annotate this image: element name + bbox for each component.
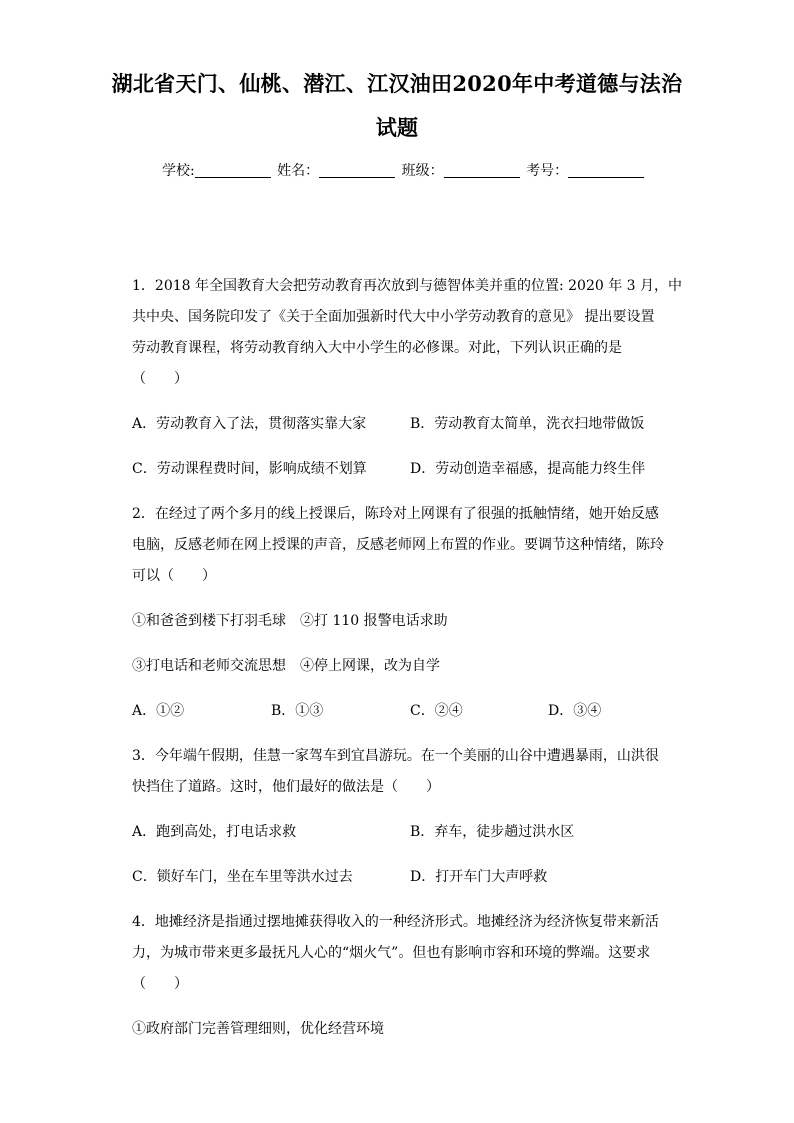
q2-item-line1: ①和爸爸到楼下打羽毛球 ②打 110 报警电话求助 bbox=[132, 613, 448, 629]
q1-option-a: A．劳动教育入了法，贯彻落实靠大家 bbox=[132, 416, 367, 432]
q3-stem-line2: 快挡住了道路。这时，他们最好的做法是（ ） bbox=[132, 779, 440, 795]
q2-item-line2: ③打电话和老师交流思想 ④停上网课，改为自学 bbox=[132, 658, 440, 674]
q1-stem-line2: 共中央、国务院印发了《关于全面加强新时代大中小学劳动教育的意见》 提出要设置 bbox=[132, 309, 655, 325]
exam-title-line1: 湖北省天门、仙桃、潜江、江汉油田2020年中考道德与法治 bbox=[111, 71, 683, 96]
q2-option-d: D．③④ bbox=[548, 703, 602, 719]
q2-option-c: C．②④ bbox=[410, 703, 463, 719]
q4-stem-line2: 力，为城市带来更多最抚凡人心的“烟火气”。但也有影响市容和环境的弊端。这要求 bbox=[132, 945, 651, 961]
q2-option-a: A．①② bbox=[132, 703, 185, 719]
q4-stem-line3: （ ） bbox=[132, 976, 188, 992]
q2-stem-line1: 2．在经过了两个多月的线上授课后，陈玲对上网课有了很强的抵触情绪，她开始反感 bbox=[132, 506, 659, 522]
class-label: 班级： bbox=[401, 163, 444, 179]
q3-option-b: B．弃车，徒步趟过洪水区 bbox=[410, 824, 575, 840]
q1-stem-line4: （ ） bbox=[132, 371, 188, 387]
exam-no-label: 考号： bbox=[526, 163, 569, 179]
q2-stem-line3: 可以（ ） bbox=[132, 568, 216, 584]
q2-stem-line2: 电脑，反感老师在网上授课的声音，反感老师网上布置的作业。要调节这种情绪，陈玲 bbox=[132, 537, 664, 553]
q4-item-line1: ①政府部门完善管理细则，优化经营环境 bbox=[132, 1021, 384, 1037]
exam-title-line2: 试题 bbox=[375, 115, 419, 140]
school-blank bbox=[195, 163, 271, 178]
q3-option-d: D．打开车门大声呼救 bbox=[410, 869, 548, 885]
q1-option-b: B．劳动教育太简单，洗衣扫地带做饭 bbox=[410, 416, 645, 432]
q1-option-d: D．劳动创造幸福感，提高能力终生伴 bbox=[410, 461, 646, 477]
student-info-row bbox=[162, 160, 646, 180]
name-blank bbox=[319, 163, 395, 178]
q3-option-c: C．锁好车门，坐在车里等洪水过去 bbox=[132, 869, 353, 885]
q1-option-c: C．劳动课程费时间，影响成绩不划算 bbox=[132, 461, 367, 477]
q1-stem-line1: 1．2018 年全国教育大会把劳动教育再次放到与德智体美并重的位置: 2020 年 3 月，中 bbox=[132, 278, 683, 294]
q1-stem-line3: 劳动教育课程，将劳动教育纳入大中小学生的必修课。对此，下列认识正确的是 bbox=[132, 340, 622, 356]
exam-no-blank bbox=[568, 163, 644, 178]
q4-stem-line1: 4．地摊经济是指通过摆地摊获得收入的一种经济形式。地摊经济为经济恢复带来新活 bbox=[132, 914, 659, 930]
q3-option-a: A．跑到高处，打电话求救 bbox=[132, 824, 297, 840]
q3-stem-line1: 3．今年端午假期，佳慧一家驾车到宜昌游玩。在一个美丽的山谷中遭遇暴雨，山洪很 bbox=[132, 748, 659, 764]
school-label: 学校: bbox=[162, 163, 195, 179]
q2-option-b: B．①③ bbox=[271, 703, 324, 719]
name-label: 姓名： bbox=[277, 163, 320, 179]
class-blank bbox=[444, 163, 520, 178]
